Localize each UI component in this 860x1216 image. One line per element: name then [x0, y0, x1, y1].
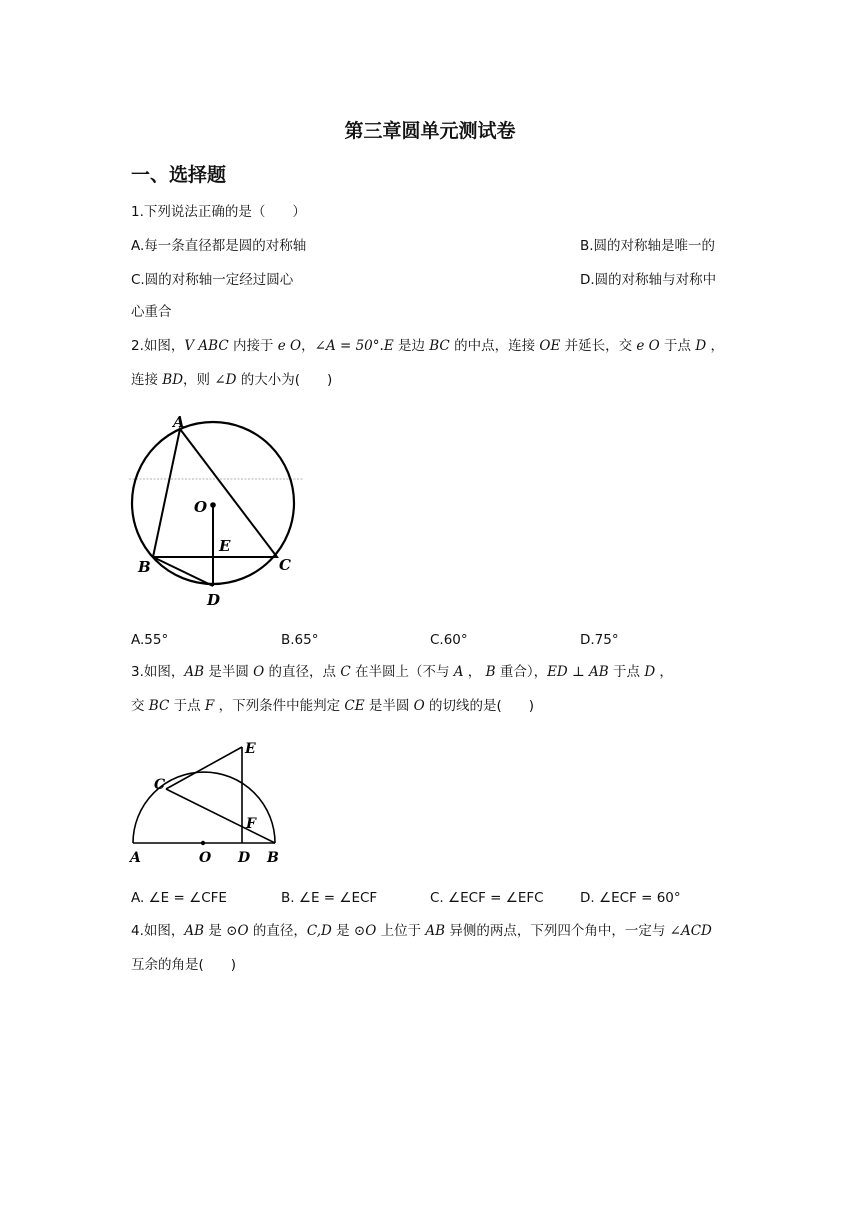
q2-math: V ABC: [184, 338, 229, 354]
q3-text: 重合），: [495, 664, 548, 680]
q2-text: 内接于: [228, 338, 278, 354]
label-c: C: [154, 777, 166, 793]
q2-circle-figure: [125, 405, 310, 610]
q3-math: C: [340, 664, 351, 680]
q3-math: BC: [148, 698, 170, 714]
label-b: B: [138, 558, 151, 576]
q3-option-c: C. ∠ECF = ∠EFC: [430, 890, 544, 906]
segment-ce: [166, 747, 242, 789]
q4-math: AB: [184, 923, 205, 939]
label-o: O: [194, 498, 208, 516]
q3-option-a: A. ∠E = ∠CFE: [131, 890, 227, 906]
q2-math: OE: [539, 338, 561, 354]
q2-math: ∠A = 50°.E: [314, 338, 394, 354]
q2-text: 并延长，交: [560, 338, 637, 354]
q2-text: 于点: [659, 338, 696, 354]
q3-stem-line1: [131, 663, 673, 681]
q2-text: 的中点，连接: [449, 338, 540, 354]
q4-math: C,D: [306, 923, 332, 939]
q4-text: 异侧的两点，下列四个角中，一定与: [445, 923, 670, 939]
section-heading: 一、选择题: [131, 164, 227, 186]
q3-text: 是半圆: [204, 664, 254, 680]
label-d: D: [207, 591, 221, 609]
q2-text: 是边: [393, 338, 430, 354]
q3-math: O: [413, 698, 425, 714]
q3-text: 交: [131, 698, 149, 714]
q2-math: e O: [277, 338, 302, 354]
center-point: [210, 502, 216, 508]
page-title: 第三章圆单元测试卷: [344, 120, 516, 142]
q3-text: 是半圆: [364, 698, 414, 714]
triangle-abc: [153, 429, 277, 557]
label-a: A: [130, 850, 141, 866]
q3-math: B: [485, 664, 496, 680]
q3-text: 在半圆上（不与: [350, 664, 454, 680]
q4-math: ⊙O: [226, 923, 249, 939]
q4-text: 上位于: [376, 923, 426, 939]
q4-stem-line2: 互余的角是( ): [131, 957, 237, 973]
q2-option-b: B.65°: [281, 632, 319, 648]
q2-text: ，: [301, 338, 315, 354]
label-f: F: [246, 816, 256, 832]
q3-text: 的切线的是( ): [424, 698, 535, 714]
label-e: E: [219, 537, 231, 555]
q3-math: AB: [184, 664, 205, 680]
segment-bd: [153, 557, 213, 586]
q1-option-b: B.圆的对称轴是唯一的: [580, 238, 716, 254]
q2-math: BD: [162, 372, 184, 388]
q2-math: ∠D: [214, 372, 237, 388]
q3-text: 于点: [608, 664, 645, 680]
q3-math: F: [204, 698, 215, 714]
q2-math: D: [695, 338, 707, 354]
q2-math: e O: [636, 338, 660, 354]
q3-math: A: [453, 664, 464, 680]
q4-math: ∠ACD: [669, 923, 712, 939]
q3-text: 3.如图，: [131, 664, 185, 680]
q2-option-d: D.75°: [580, 632, 619, 648]
q3-text: ，: [463, 664, 486, 680]
q3-math: ED ⊥ AB: [547, 664, 609, 680]
q2-stem-line1: [131, 337, 724, 355]
q4-text: 的直径，: [248, 923, 307, 939]
q1-option-c: C.圆的对称轴一定经过圆心: [131, 272, 294, 288]
q4-text: 是: [204, 923, 227, 939]
q2-text: ，: [706, 338, 724, 354]
q1-option-d: D.圆的对称轴与对称中: [580, 272, 717, 288]
q4-text: 是: [331, 923, 354, 939]
label-c: C: [279, 556, 291, 574]
q2-option-c: C.60°: [430, 632, 468, 648]
label-d: D: [238, 850, 251, 866]
q2-text: 2.如图，: [131, 338, 185, 354]
q2-stem-line2: [131, 371, 332, 389]
q4-math: ⊙O: [353, 923, 377, 939]
q1-option-d-continued: 心重合: [131, 304, 172, 320]
q1-option-a: A.每一条直径都是圆的对称轴: [131, 238, 307, 254]
center-point: [201, 841, 205, 845]
q3-text: 的直径，点: [264, 664, 341, 680]
q3-math: D: [644, 664, 656, 680]
q3-text: ，: [655, 664, 673, 680]
q2-text: ，则: [183, 372, 215, 388]
q2-option-a: A.55°: [131, 632, 169, 648]
q3-text: 于点: [169, 698, 205, 714]
label-o: O: [199, 850, 212, 866]
q2-math: BC: [429, 338, 450, 354]
q4-math: AB: [425, 923, 446, 939]
label-a: A: [173, 413, 185, 431]
q4-text: 4.如图，: [131, 923, 185, 939]
q3-math: CE: [344, 698, 365, 714]
q2-text: 的大小为( ): [236, 372, 333, 388]
q3-text: ，下列条件中能判定: [214, 698, 345, 714]
q3-option-d: D. ∠ECF = 60°: [580, 890, 681, 906]
q3-option-b: B. ∠E = ∠ECF: [281, 890, 378, 906]
q1-stem: 1.下列说法正确的是（ ）: [131, 204, 306, 220]
q3-stem-line2: [131, 697, 534, 715]
q3-semicircle-figure: [125, 733, 290, 868]
q3-math: O: [253, 664, 265, 680]
q4-stem-line1: [131, 922, 712, 940]
q2-text: 连接: [131, 372, 163, 388]
label-e: E: [245, 741, 256, 757]
label-b: B: [267, 850, 279, 866]
